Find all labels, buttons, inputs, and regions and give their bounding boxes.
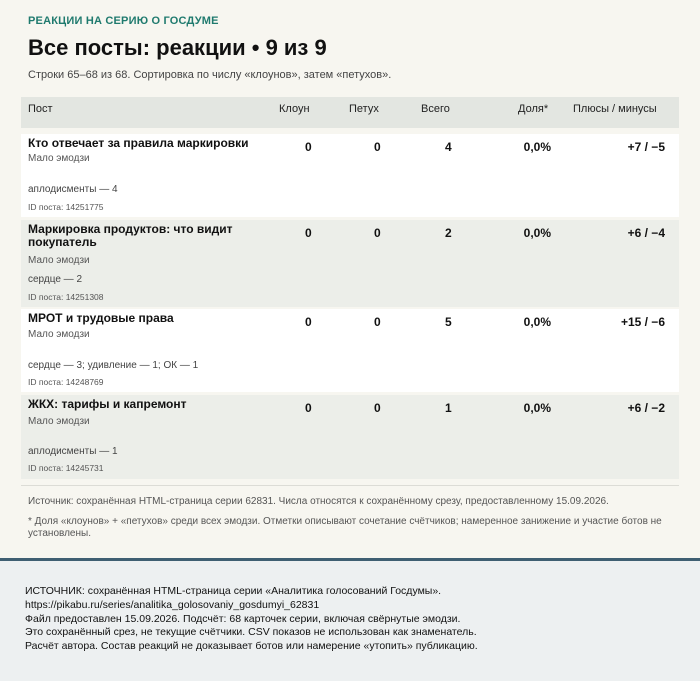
footer-line-source: ИСТОЧНИК: сохранённая HTML-страница серии «Аналитика голосований Госдумы».: [25, 585, 442, 597]
post-tag: Мало эмодзи: [28, 416, 90, 427]
post-id: ID поста: 14245731: [28, 463, 104, 473]
footer-line-url: https://pikabu.ru/series/analitika_golosovaniy_gosdumyi_62831: [25, 598, 320, 611]
post-tag: Мало эмодзи: [28, 329, 90, 340]
table-row: [21, 395, 679, 479]
rooster-count: 0: [374, 401, 381, 415]
page-subtitle: Строки 65–68 из 68. Сортировка по числу «клоунов», затем «петухов».: [28, 69, 392, 81]
post-emoji-summary: аплодисменты — 4: [28, 184, 118, 195]
source-note: Источник: сохранённая HTML-страница серии 62831. Числа относятся к сохранённому срезу, предоставленному 15.09.2026.: [28, 496, 609, 507]
post-title: Маркировка продуктов: что видит покупатель: [28, 222, 233, 249]
clown-count: 0: [305, 226, 312, 240]
post-tag: Мало эмодзи: [28, 153, 90, 164]
share-value: 0,0%: [523, 140, 551, 154]
total-count: 5: [445, 315, 452, 329]
footer-line-file-date: Файл предоставлен 15.09.2026. Подсчёт: 68 карточек серии, включая свёрнутые эмодзи.: [25, 612, 461, 625]
total-count: 4: [445, 140, 452, 154]
post-emoji-summary: сердце — 3; удивление — 1; ОК — 1: [28, 360, 199, 371]
column-header-plusminus: Плюсы / минусы: [573, 103, 657, 115]
column-header-post: Пост: [28, 103, 53, 115]
footer-line-snapshot: Это сохранённый срез, не текущие счётчики. CSV показов не использован как знаменатель.: [25, 626, 477, 639]
column-header-clown: Клоун: [279, 103, 310, 115]
post-title: Кто отвечает за правила маркировки: [28, 136, 249, 150]
column-header-rooster: Петух: [349, 103, 379, 115]
post-title: ЖКХ: тарифы и капремонт: [28, 397, 187, 411]
clown-count: 0: [305, 401, 312, 415]
rooster-count: 0: [374, 140, 381, 154]
plusminus-value: +15 / −6: [620, 315, 665, 329]
source-footer: [0, 558, 700, 681]
post-id: ID поста: 14251308: [28, 292, 104, 302]
table-row: [21, 220, 679, 307]
total-count: 1: [445, 401, 452, 415]
post-title: МРОТ и трудовые права: [28, 311, 174, 325]
post-id: ID поста: 14248769: [28, 377, 104, 387]
post-emoji-summary: аплодисменты — 1: [28, 446, 118, 457]
share-value: 0,0%: [523, 401, 551, 415]
table-row: [21, 309, 679, 392]
post-emoji-summary: сердце — 2: [28, 274, 83, 285]
rooster-count: 0: [374, 315, 381, 329]
total-count: 2: [445, 226, 452, 240]
column-header-total: Всего: [421, 103, 450, 115]
page-title: Все посты: реакции • 9 из 9: [28, 35, 327, 60]
plusminus-value: +6 / −2: [627, 401, 665, 415]
table-row: [21, 134, 679, 217]
rooster-count: 0: [374, 226, 381, 240]
table-divider: [21, 485, 679, 486]
share-value: 0,0%: [523, 226, 551, 240]
plusminus-value: +7 / −5: [627, 140, 665, 154]
post-tag: Мало эмодзи: [28, 255, 90, 266]
footer-line-author-note: Расчёт автора. Состав реакций не доказывает ботов или намерение «утопить» публикацию.: [25, 640, 478, 653]
table-header: [21, 97, 679, 128]
plusminus-value: +6 / −4: [627, 226, 665, 240]
clown-count: 0: [305, 140, 312, 154]
eyebrow-label: РЕАКЦИИ НА СЕРИЮ О ГОСДУМЕ: [28, 15, 219, 27]
clown-count: 0: [305, 315, 312, 329]
footer-text: [25, 585, 685, 654]
column-header-share: Доля*: [518, 103, 549, 115]
footnote: * Доля «клоунов» + «петухов» среди всех эмодзи. Отметки описывают сочетание счётчиков; намеренное занижение и участие ботов не установлены.: [28, 516, 662, 539]
post-id: ID поста: 14251775: [28, 202, 104, 212]
share-value: 0,0%: [523, 315, 551, 329]
